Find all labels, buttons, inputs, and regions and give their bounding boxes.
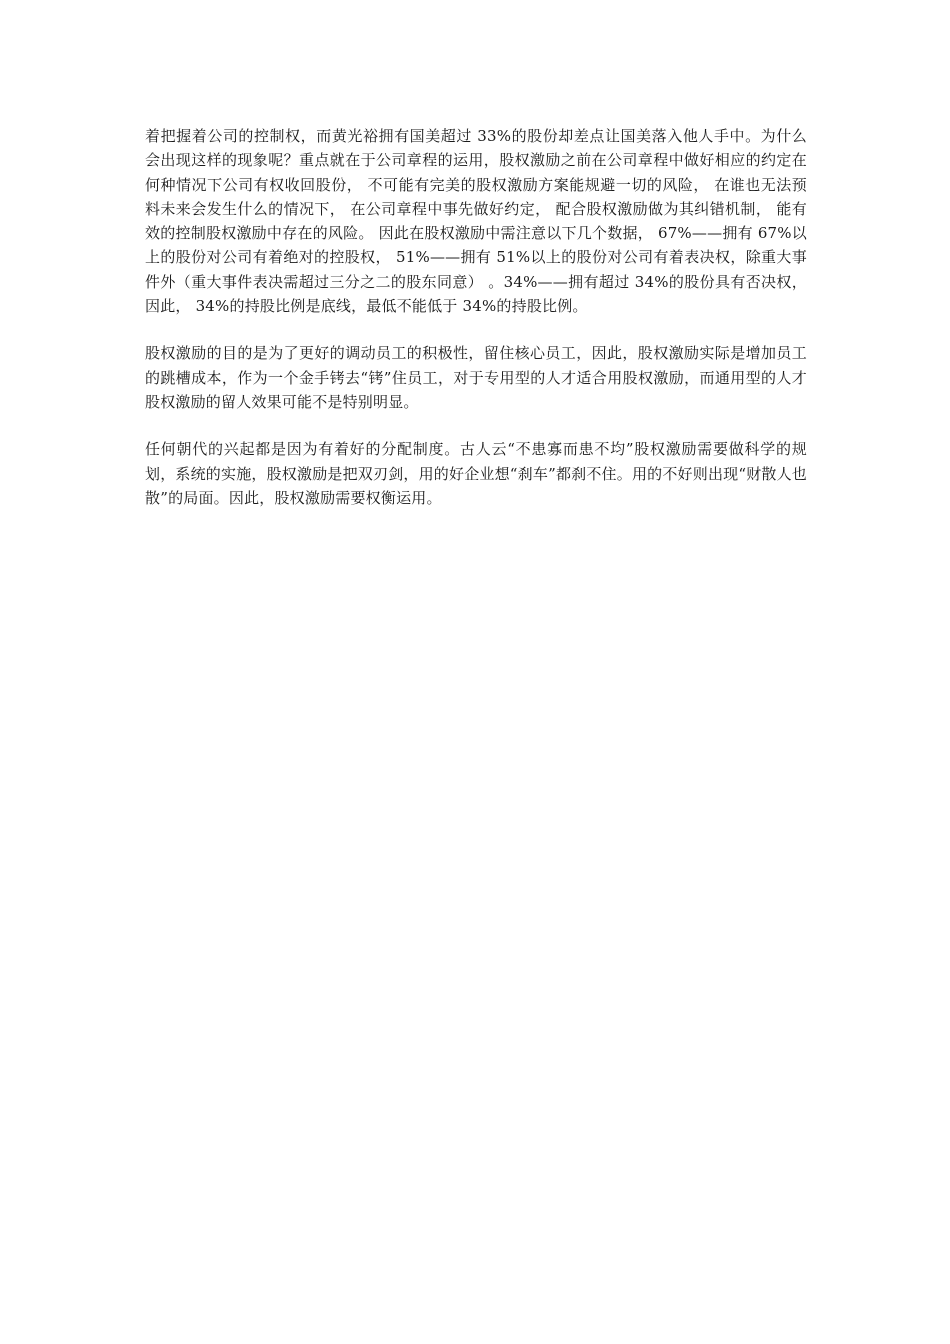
document-body	[145, 124, 807, 510]
paragraph-equity-control: 着把握着公司的控制权，而黄光裕拥有国美超过 33%的股份却差点让国美落入他人手中。为什么会出现这样的现象呢？重点就在于公司章程的运用，股权激励之前在公司章程中做好相应的约定在何种情况下公司有权收回股份， 不可能有完美的股权激励方案能规避一切的风险， 在谁也无法预料未来会发生什么的情况下， 在公司章程中事先做好约定， 配合股权激励做为其纠错机制， 能有效的控制股权激励中存在的风险。 因此在股权激励中需注意以下几个数据， 67%——拥有 67%以上的股份对公司有着绝对的控股权， 51%——拥有 51%以上的股份对公司有着表决权，除重大事件外（重大事件表决需超过三分之二的股东同意） 。34%——拥有超过 34%的股份具有否决权，因此， 34%的持股比例是底线，最低不能低于 34%的持股比例。	[145, 127, 807, 316]
paragraph-incentive-purpose: 股权激励的目的是为了更好的调动员工的积极性，留住核心员工，因此，股权激励实际是增加员工的跳槽成本，作为一个金手铐去“铐”住员工，对于专用型的人才适合用股权激励，而通用型的人才股权激励的留人效果可能不是特别明显。	[145, 344, 807, 411]
paragraph-distribution-system: 任何朝代的兴起都是因为有着好的分配制度。古人云“不患寡而患不均”股权激励需要做科学的规划，系统的实施，股权激励是把双刃剑，用的好企业想“刹车”都刹不住。用的不好则出现“财散人也散”的局面。因此，股权激励需要权衡运用。	[145, 440, 808, 507]
